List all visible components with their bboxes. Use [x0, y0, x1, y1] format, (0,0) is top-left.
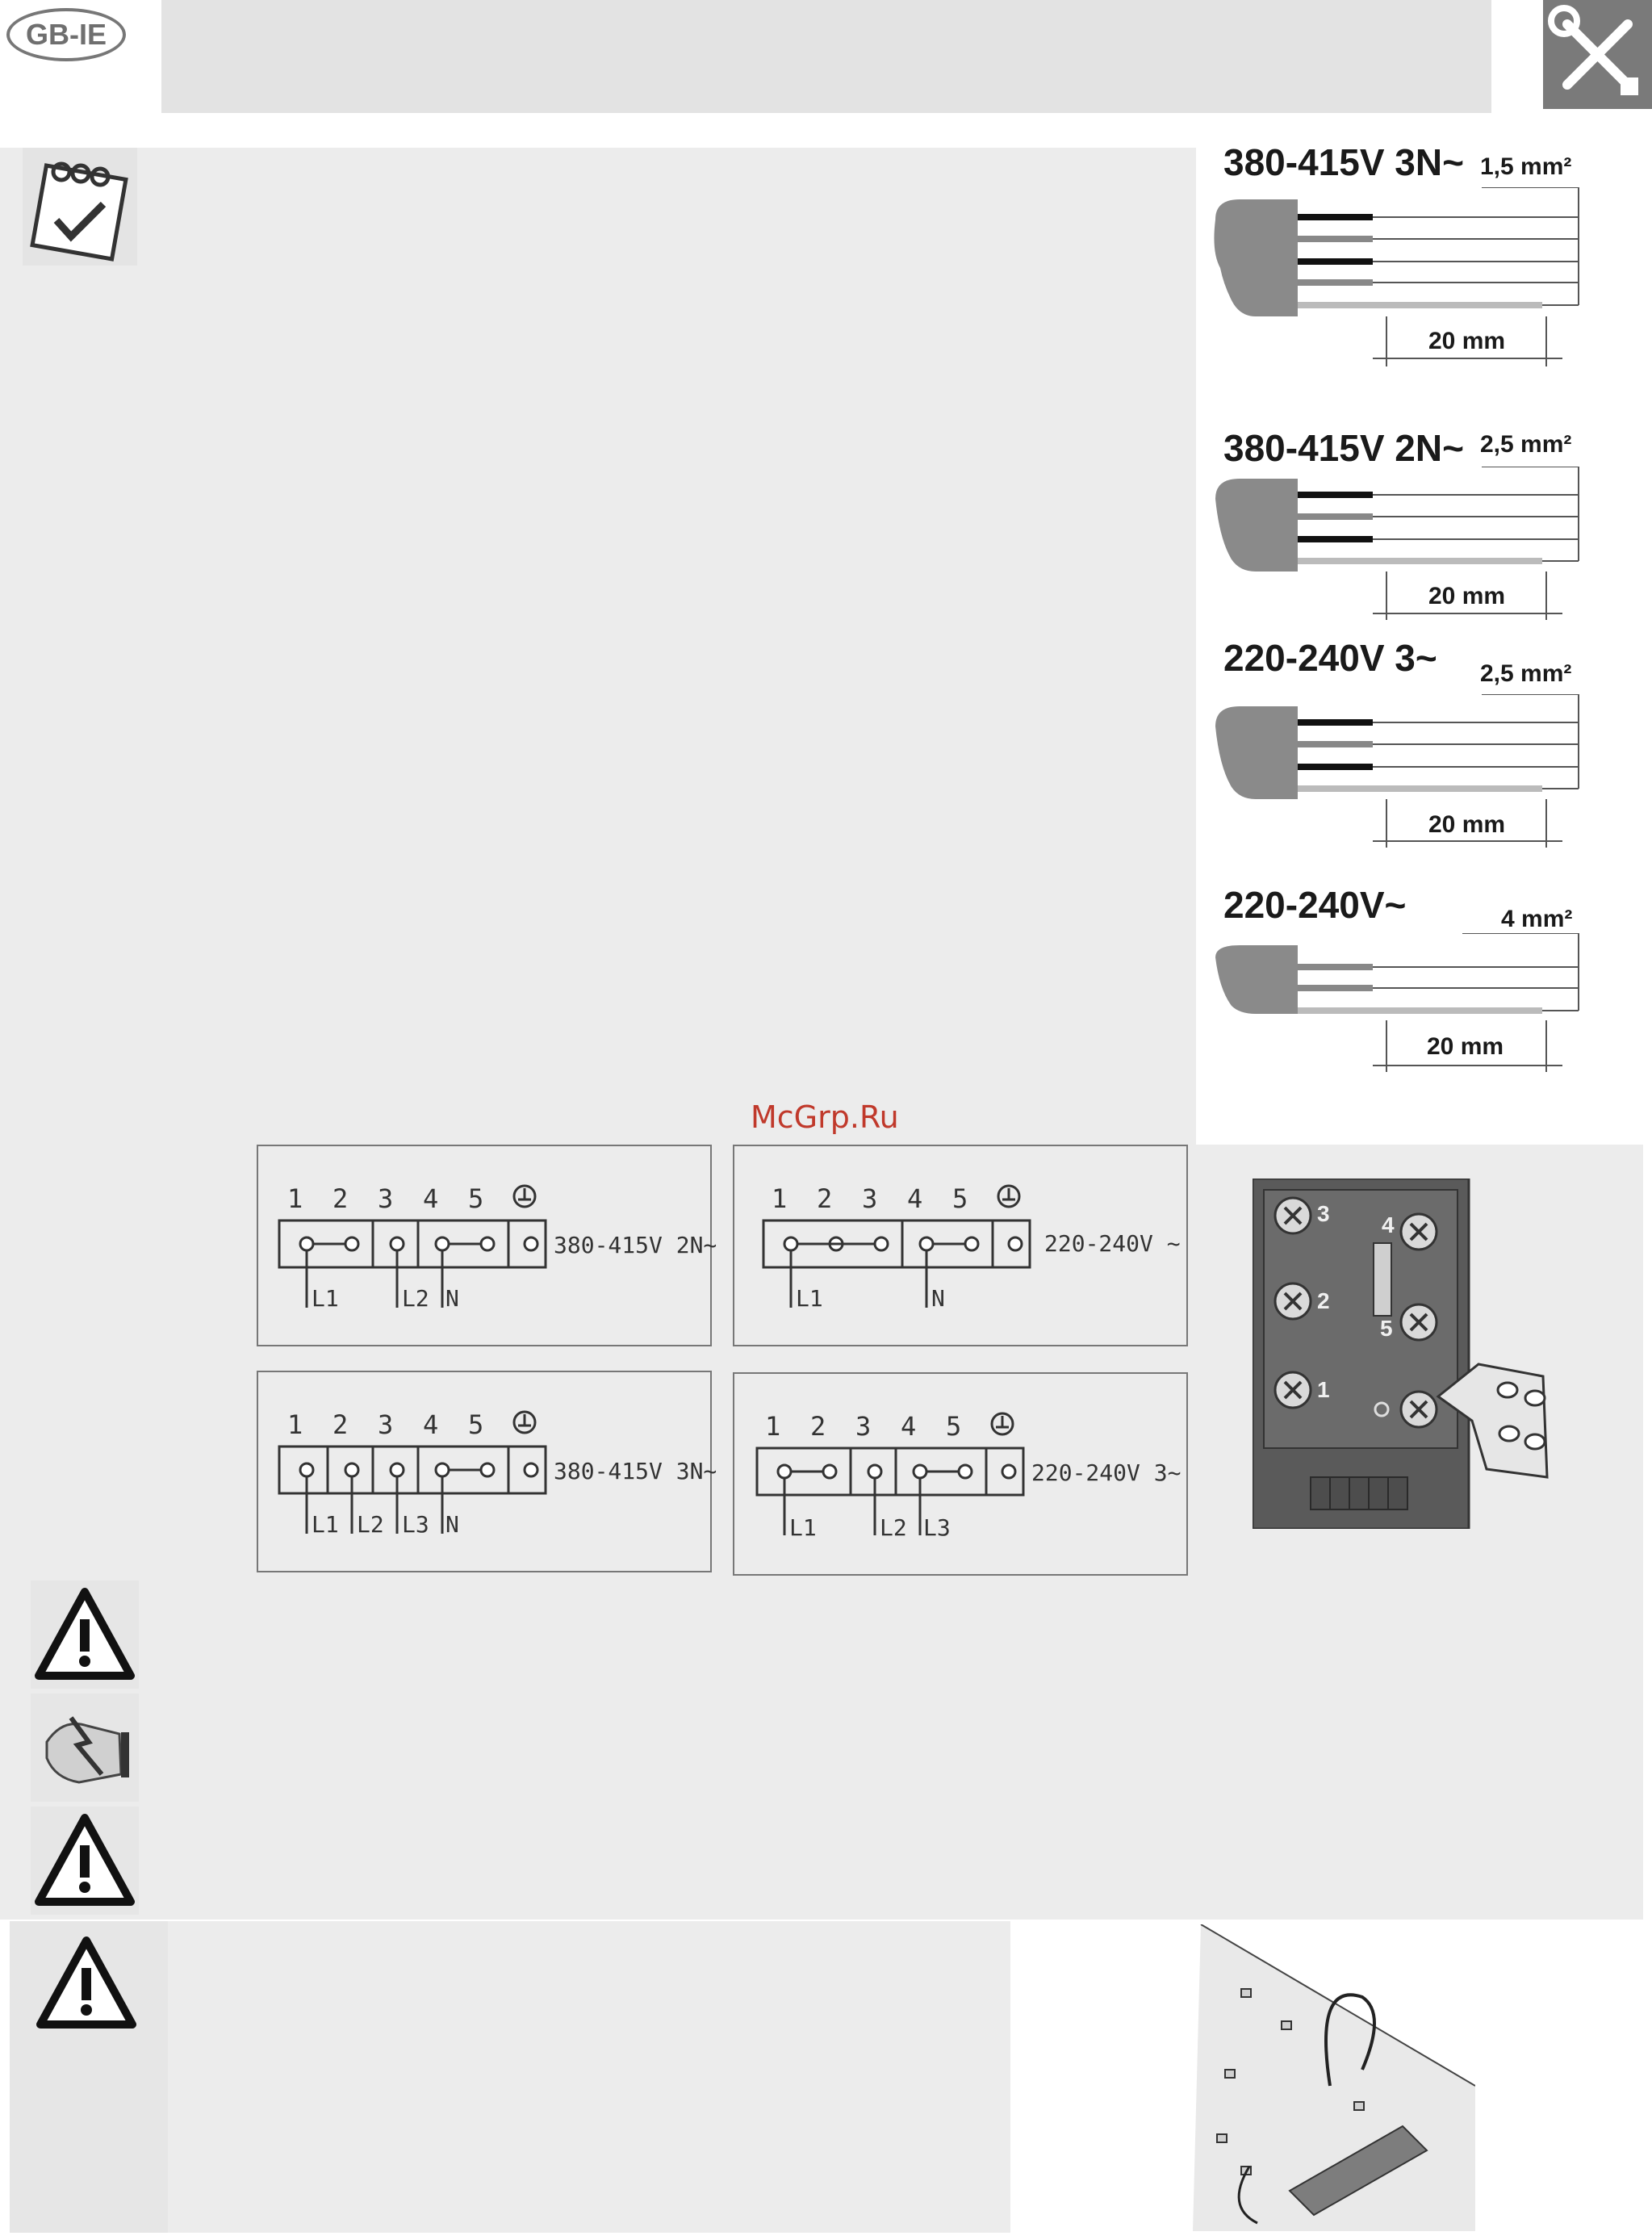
terminal-diagram-3: 1 2 3 4 5 380-415V 3N~ L1 L2 L3 N — [257, 1371, 712, 1572]
voltage-label: 380-415V 3N~ — [1223, 141, 1464, 183]
voltage-label: 220-240V~ — [1223, 884, 1407, 926]
hob-installation-illustration — [1193, 1924, 1475, 2231]
instruction-panel — [0, 148, 1196, 1145]
strip-length-label: 20 mm — [1428, 811, 1506, 838]
voltage-label: 220-240V 3~ — [1223, 637, 1437, 679]
terminal-diagram-4: 1 2 3 4 5 220-240V 3~ L1 L2 L3 — [733, 1372, 1188, 1576]
cable-drawing — [1207, 694, 1587, 856]
bottom-text-panel — [168, 1921, 1010, 2233]
language-badge: GB-IE — [6, 8, 126, 61]
cable-drawing — [1207, 933, 1587, 1078]
warning-triangle-icon — [31, 1807, 139, 1915]
section-label: 2,5 mm² — [1480, 431, 1572, 458]
terminal-diagram-2: 1 2 3 4 5 220-240V ~ L1 N — [733, 1145, 1188, 1346]
strip-length-label: 20 mm — [1427, 1033, 1504, 1060]
section-label: 1,5 mm² — [1480, 153, 1572, 180]
wrench-screwdriver-icon — [1543, 0, 1652, 109]
strip-length-label: 20 mm — [1428, 583, 1506, 609]
warning-triangle-icon — [32, 1929, 140, 2037]
cable-drawing — [1207, 187, 1587, 371]
strip-length-label: 20 mm — [1428, 328, 1506, 354]
watermark: McGrp.Ru — [751, 1099, 899, 1135]
cable-drawing — [1207, 467, 1587, 628]
terminal-diagram-1: 1 2 3 4 5 380-415V 2N~ L1 L2 N — [257, 1145, 712, 1346]
voltage-label: 380-415V 2N~ — [1223, 427, 1464, 469]
section-label: 4 mm² — [1501, 906, 1573, 932]
electric-shock-hand-icon — [31, 1694, 139, 1802]
terminal-block-illustration: 3 4 2 5 1 — [1253, 1179, 1553, 1529]
section-label: 2,5 mm² — [1480, 660, 1572, 687]
header-bar — [161, 0, 1491, 113]
notepad-check-icon — [23, 148, 137, 266]
warning-triangle-icon — [31, 1581, 139, 1689]
